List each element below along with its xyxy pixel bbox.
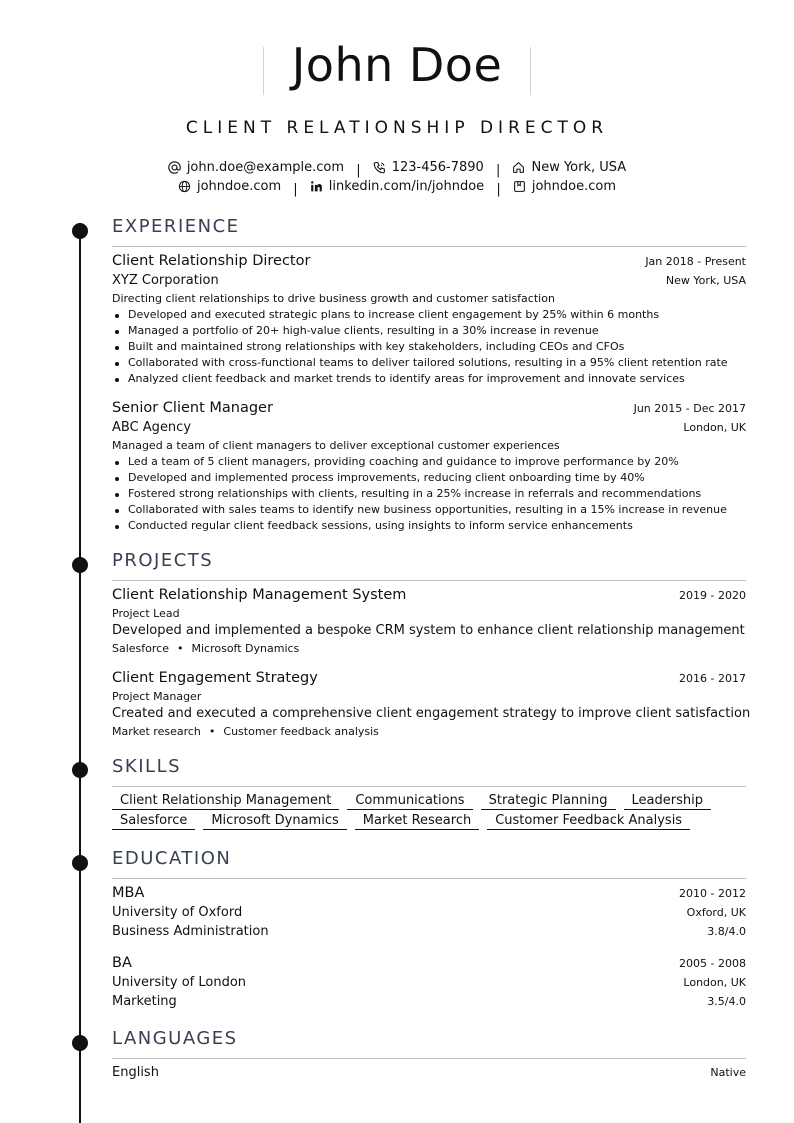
experience-heading: EXPERIENCE (112, 216, 240, 237)
company-name: XYZ Corporation (112, 273, 219, 288)
skill-tag: Salesforce (112, 813, 195, 830)
project-description: Created and executed a comprehensive client engagement strategy to improve client satisfaction (112, 706, 751, 721)
timeline-dot (72, 762, 88, 778)
language-row (112, 1065, 746, 1080)
project-tag: Microsoft Dynamics (191, 642, 300, 655)
contact-portfolio[interactable] (513, 179, 616, 194)
project-role: Project Manager (112, 690, 202, 703)
phone-text: 123-456-7890 (391, 160, 484, 175)
company-name: ABC Agency (112, 420, 192, 435)
experience-entry-company (112, 273, 746, 288)
separator: | (496, 182, 501, 197)
project-header (112, 670, 746, 686)
contact-row-2 (0, 179, 794, 197)
linkedin-text: linkedin.com/in/johndoe (328, 179, 485, 194)
separator: | (293, 182, 298, 197)
list-item: Led a team of 5 client managers, providing coaching and guidance to improve performance by 20% (112, 454, 727, 470)
education-dates: 2005 - 2008 (679, 957, 746, 970)
project-tag: Salesforce (112, 642, 169, 655)
project-dates: 2016 - 2017 (679, 672, 746, 685)
language-name: English (112, 1065, 159, 1080)
school-location: Oxford, UK (686, 906, 746, 919)
project-role: Project Lead (112, 607, 180, 620)
job-location: New York, USA (665, 274, 746, 287)
contact-linkedin[interactable] (310, 179, 484, 194)
list-item: Managed a portfolio of 20+ high-value clients, resulting in a 30% increase in revenue (112, 323, 728, 339)
portfolio-icon (513, 180, 526, 193)
project-tags (112, 642, 299, 655)
list-item: Analyzed client feedback and market trends to identify areas for improvement and innovate services (112, 371, 728, 387)
degree-name: BA (112, 955, 132, 971)
location-text: New York, USA (531, 160, 627, 175)
job-dates: Jan 2018 - Present (645, 255, 746, 268)
education-field-row (112, 924, 746, 939)
experience-entry-header (112, 253, 746, 269)
portfolio-text: johndoe.com (531, 179, 617, 194)
experience-entry-company (112, 420, 746, 435)
list-item: Collaborated with sales teams to identify new business opportunities, resulting in a 15% increase in revenue (112, 502, 727, 518)
experience-entry-header (112, 400, 746, 416)
language-level: Native (710, 1066, 746, 1079)
skill-tag: Market Research (355, 813, 479, 830)
field-of-study: Marketing (112, 994, 177, 1009)
list-item: Developed and implemented process improvements, reducing client onboarding time by 40% (112, 470, 727, 486)
contact-phone[interactable] (373, 160, 484, 175)
skills-row (112, 813, 690, 830)
candidate-name: John Doe (291, 38, 503, 92)
contact-email[interactable] (168, 160, 344, 175)
separator: | (356, 163, 361, 178)
education-heading: EDUCATION (112, 848, 232, 869)
languages-heading: LANGUAGES (112, 1028, 238, 1049)
section-divider (112, 1058, 746, 1059)
section-divider (112, 580, 746, 581)
project-tag: Market research (112, 725, 201, 738)
project-tags (112, 725, 379, 738)
projects-heading: PROJECTS (112, 550, 214, 571)
timeline-dot (72, 1035, 88, 1051)
skill-tag: Customer Feedback Analysis (487, 813, 690, 830)
project-dates: 2019 - 2020 (679, 589, 746, 602)
skill-tag: Client Relationship Management (112, 793, 339, 810)
job-role: Client Relationship Director (112, 253, 311, 269)
contact-website[interactable] (178, 179, 281, 194)
skills-heading: SKILLS (112, 756, 182, 777)
section-divider (112, 786, 746, 787)
timeline-line (79, 230, 81, 1123)
degree-name: MBA (112, 885, 145, 901)
contact-row-1 (0, 160, 794, 178)
tag-separator: • (208, 725, 216, 738)
education-school-row (112, 975, 746, 990)
education-header (112, 885, 746, 901)
list-item: Collaborated with cross-functional teams to deliver tailored solutions, resulting in a 95% client retention rate (112, 355, 728, 371)
section-divider (112, 246, 746, 247)
contact-location (512, 160, 626, 175)
gpa: 3.5/4.0 (707, 995, 746, 1008)
education-header (112, 955, 746, 971)
project-header (112, 587, 746, 603)
job-dates: Jun 2015 - Dec 2017 (633, 402, 746, 415)
field-of-study: Business Administration (112, 924, 269, 939)
linkedin-icon (310, 180, 323, 193)
email-text: john.doe@example.com (186, 160, 345, 175)
skills-row (112, 793, 711, 810)
school-location: London, UK (683, 976, 746, 989)
separator: | (495, 163, 501, 178)
skill-tag: Communications (347, 793, 472, 810)
job-summary: Directing client relationships to drive business growth and customer satisfaction (112, 292, 555, 305)
project-name: Client Relationship Management System (112, 587, 407, 603)
timeline-dot (72, 223, 88, 239)
job-bullets (112, 307, 728, 387)
timeline-dot (72, 557, 88, 573)
list-item: Conducted regular client feedback sessions, using insights to inform service enhancements (112, 518, 727, 534)
education-dates: 2010 - 2012 (679, 887, 746, 900)
project-description: Developed and implemented a bespoke CRM system to enhance client relationship management (112, 623, 745, 638)
project-name: Client Engagement Strategy (112, 670, 318, 686)
list-item: Built and maintained strong relationships with key stakeholders, including CEOs and CFOs (112, 339, 728, 355)
school-name: University of Oxford (112, 905, 243, 920)
school-name: University of London (112, 975, 247, 990)
skill-tag: Leadership (624, 793, 711, 810)
job-bullets (112, 454, 727, 534)
list-item: Developed and executed strategic plans to increase client engagement by 25% within 6 months (112, 307, 728, 323)
tag-separator: • (176, 642, 184, 655)
phone-icon (373, 161, 386, 174)
skill-tag: Strategic Planning (481, 793, 616, 810)
project-tag: Customer feedback analysis (223, 725, 379, 738)
list-item: Fostered strong relationships with clients, resulting in a 25% increase in referrals and recommendations (112, 486, 727, 502)
job-location: London, UK (683, 421, 746, 434)
job-role: Senior Client Manager (112, 400, 273, 416)
globe-icon (178, 180, 191, 193)
home-icon (512, 161, 525, 174)
education-field-row (112, 994, 746, 1009)
gpa: 3.8/4.0 (707, 925, 746, 938)
website-text: johndoe.com (196, 179, 282, 194)
education-school-row (112, 905, 746, 920)
job-title: CLIENT RELATIONSHIP DIRECTOR (185, 118, 609, 138)
at-icon (168, 161, 181, 174)
skill-tag: Microsoft Dynamics (203, 813, 346, 830)
timeline-dot (72, 855, 88, 871)
section-divider (112, 878, 746, 879)
job-summary: Managed a team of client managers to deliver exceptional customer experiences (112, 439, 560, 452)
